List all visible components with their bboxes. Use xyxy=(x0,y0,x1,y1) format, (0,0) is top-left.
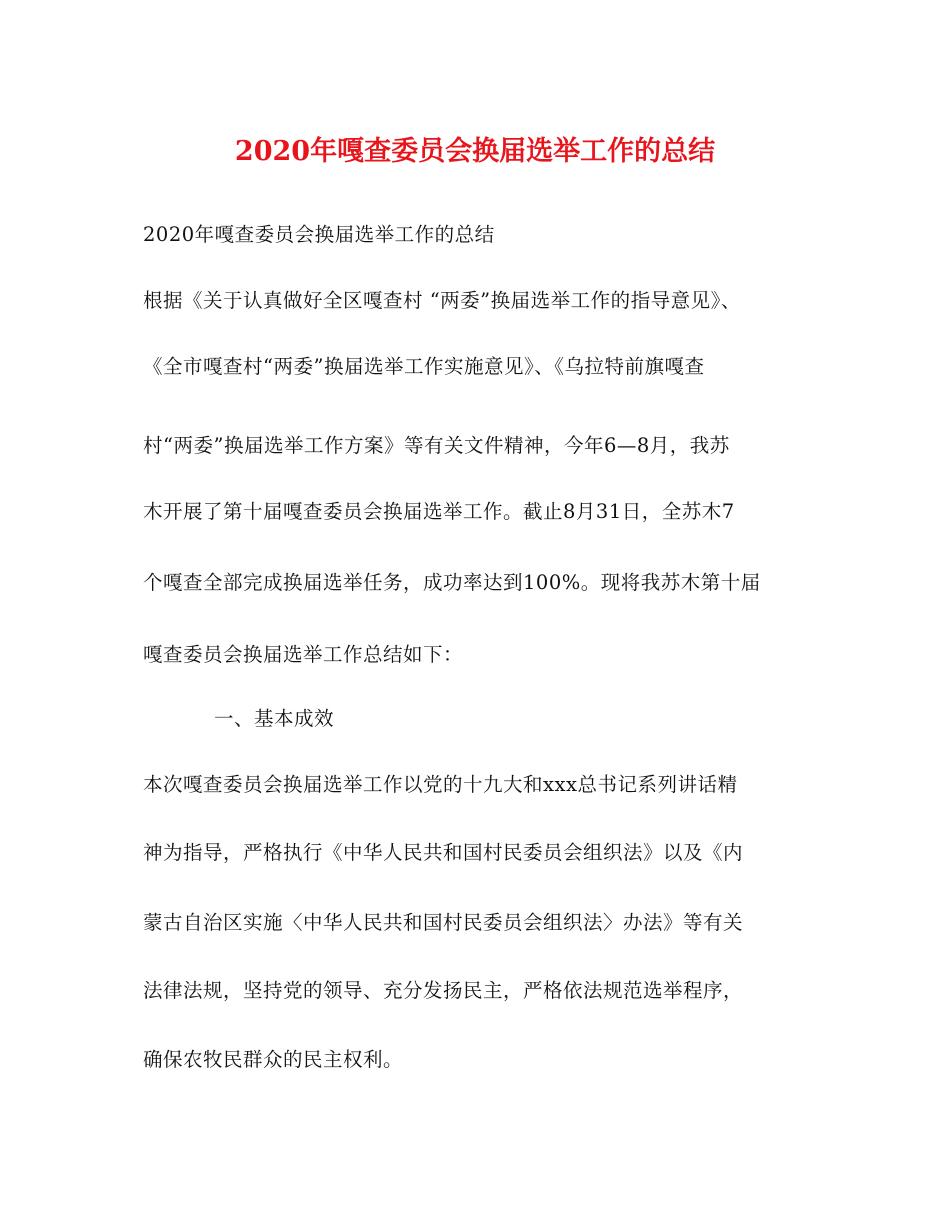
body-line: 《全市嘎查村“两委”换届选举工作实施意见》、《乌拉特前旗嘎查 xyxy=(143,355,705,378)
body-line: 根据《关于认真做好全区嘎查村 “两委”换届选举工作的指导意见》、 xyxy=(143,289,741,312)
document-title: 2020年嘎查委员会换届选举工作的总结 xyxy=(234,136,716,167)
body-line: 村“两委”换届选举工作方案》等有关文件精神，今年6—8月，我苏 xyxy=(143,434,730,457)
body-line: 本次嘎查委员会换届选举工作以党的十九大和xxx总书记系列讲话精 xyxy=(143,773,738,796)
body-line: 神为指导，严格执行《中华人民共和国村民委员会组织法》以及《内 xyxy=(143,841,744,864)
body-line: 个嘎查全部完成换届选举任务，成功率达到100%。现将我苏木第十届 xyxy=(143,571,761,594)
body-line: 确保农牧民群众的民主权利。 xyxy=(143,1048,404,1071)
section-heading: 一、基本成效 xyxy=(214,707,335,730)
body-line: 木开展了第十届嘎查委员会换届选举工作。截止8月31日，全苏木7 xyxy=(143,500,735,523)
body-line: 蒙古自治区实施〈中华人民共和国村民委员会组织法〉办法》等有关 xyxy=(143,911,744,934)
body-line: 嘎查委员会换届选举工作总结如下： xyxy=(143,643,464,666)
subtitle-line: 2020年嘎查委员会换届选举工作的总结 xyxy=(143,223,495,246)
body-line: 法律法规，坚持党的领导、充分发扬民主，严格依法规范选举程序， xyxy=(143,979,744,1002)
